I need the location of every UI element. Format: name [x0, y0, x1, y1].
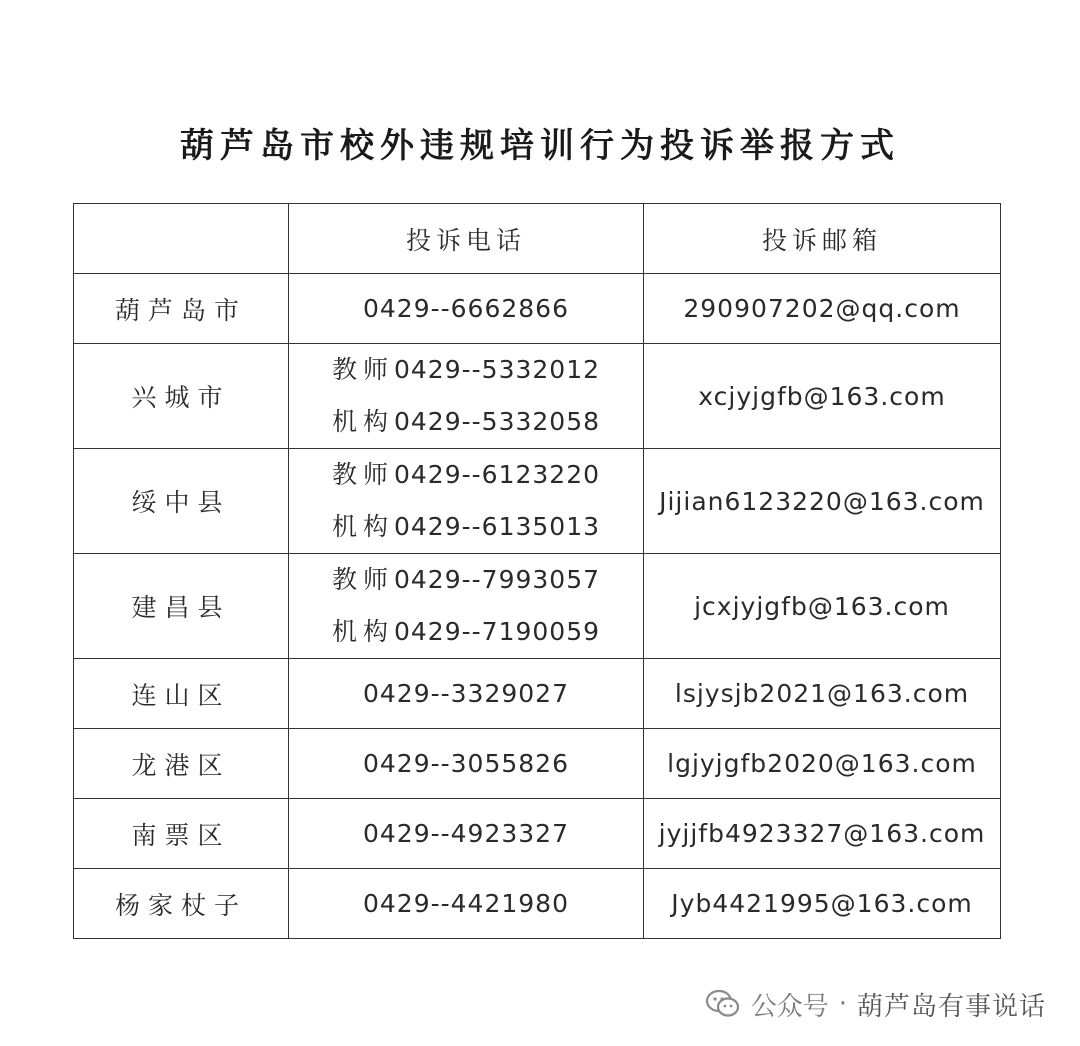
- phone-number: 0429--7190059: [394, 617, 601, 646]
- phone-role: 教师: [331, 565, 394, 594]
- email-cell: Jijian6123220@163.com: [644, 449, 1001, 554]
- phone-cell: 0429--4421980: [289, 869, 644, 939]
- table-row: [74, 449, 1001, 554]
- region-cell: 杨家杖子: [74, 869, 289, 939]
- phone-line: [289, 606, 643, 658]
- region-cell: 绥中县: [74, 449, 289, 554]
- region-cell: 葫芦岛市: [74, 274, 289, 344]
- email-cell: Jyb4421995@163.com: [644, 869, 1001, 939]
- table-row: [74, 659, 1001, 729]
- phone-role: 教师: [331, 355, 394, 384]
- table-row: [74, 344, 1001, 449]
- footer-platform-label: 公众号: [750, 991, 829, 1022]
- phone-cell: [289, 449, 644, 554]
- region-cell: 南票区: [74, 799, 289, 869]
- phone-role: 机构: [331, 512, 394, 541]
- header-cell-phone: 投诉电话: [289, 204, 644, 274]
- phone-line: [289, 554, 643, 606]
- phone-number: 0429--5332058: [394, 407, 601, 436]
- table-row: [74, 729, 1001, 799]
- phone-line: [289, 396, 643, 448]
- phone-line: [289, 501, 643, 553]
- email-cell: 290907202@qq.com: [644, 274, 1001, 344]
- region-cell: 兴城市: [74, 344, 289, 449]
- phone-number: 0429--6123220: [394, 460, 601, 489]
- header-cell-email: 投诉邮箱: [644, 204, 1001, 274]
- phone-role: 机构: [331, 407, 394, 436]
- wechat-icon: [705, 989, 741, 1019]
- table-row: [74, 274, 1001, 344]
- phone-number: 0429--5332012: [394, 355, 601, 384]
- watermark-footer: [705, 984, 1046, 1024]
- table-row: [74, 799, 1001, 869]
- region-cell: 龙港区: [74, 729, 289, 799]
- email-cell: lsjysjb2021@163.com: [644, 659, 1001, 729]
- table-header-row: [74, 204, 1001, 274]
- email-cell: xcjyjgfb@163.com: [644, 344, 1001, 449]
- phone-line: [289, 344, 643, 396]
- table-row: [74, 554, 1001, 659]
- phone-role: 机构: [331, 617, 394, 646]
- header-cell-empty: [74, 204, 289, 274]
- phone-cell: 0429--3055826: [289, 729, 644, 799]
- phone-number: 0429--7993057: [394, 565, 601, 594]
- phone-cell: 0429--3329027: [289, 659, 644, 729]
- phone-line: [289, 449, 643, 501]
- email-cell: jcxjyjgfb@163.com: [644, 554, 1001, 659]
- phone-role: 教师: [331, 460, 394, 489]
- email-cell: jyjjfb4923327@163.com: [644, 799, 1001, 869]
- phone-cell: 0429--6662866: [289, 274, 644, 344]
- phone-number: 0429--6135013: [394, 512, 601, 541]
- region-cell: 连山区: [74, 659, 289, 729]
- page-title: 葫芦岛市校外违规培训行为投诉举报方式: [180, 126, 900, 166]
- complaint-table: [73, 203, 1001, 939]
- phone-cell: [289, 554, 644, 659]
- phone-cell: [289, 344, 644, 449]
- footer-separator: ·: [838, 989, 847, 1019]
- email-cell: lgjyjgfb2020@163.com: [644, 729, 1001, 799]
- table-row: [74, 869, 1001, 939]
- footer-account-name: 葫芦岛有事说话: [856, 991, 1046, 1022]
- region-cell: 建昌县: [74, 554, 289, 659]
- phone-cell: 0429--4923327: [289, 799, 644, 869]
